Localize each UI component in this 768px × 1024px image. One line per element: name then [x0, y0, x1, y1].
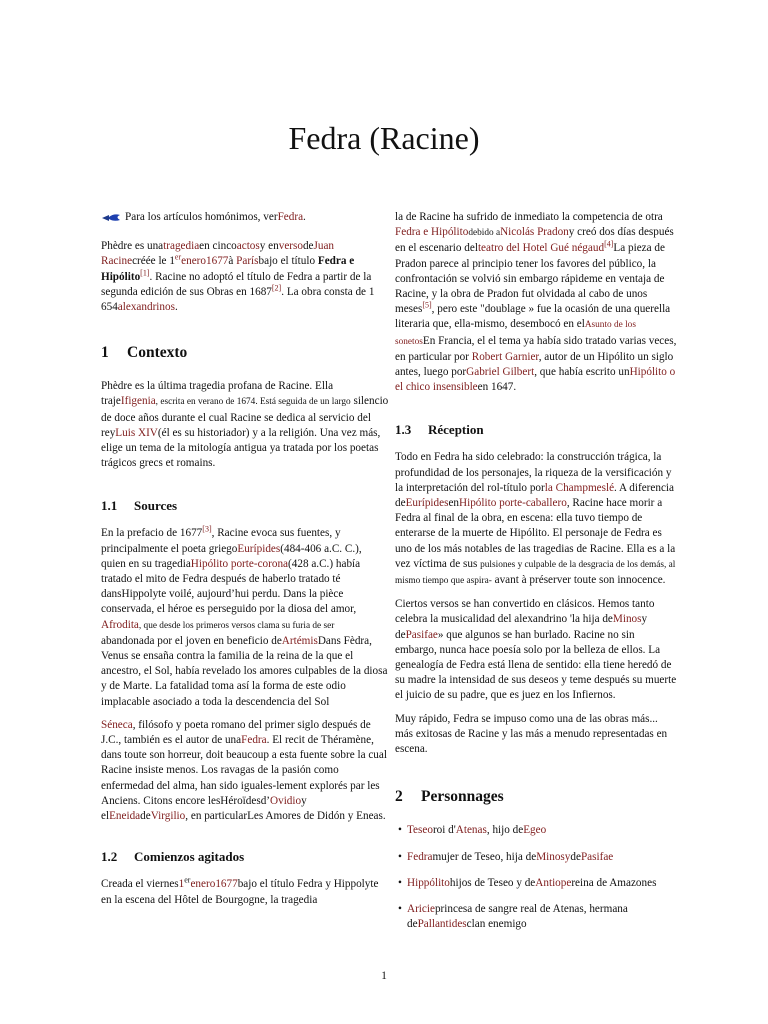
ref-5[interactable]: [5]	[422, 300, 432, 310]
link-char-name[interactable]: Hippólito	[407, 876, 450, 889]
link-euripides-2[interactable]: Eurípides	[405, 497, 449, 510]
ref-4[interactable]: [4]	[604, 239, 614, 249]
link-enero-1677[interactable]: enero	[190, 878, 216, 891]
link-eneida[interactable]: Eneida	[109, 810, 141, 823]
reception-paragraph-3: Muy rápido, Fedra se impuso como una de las obras más... más exitosas de Racine y las más a menudo representadas en escena.	[395, 712, 668, 756]
link-afrodita[interactable]: Afrodita	[101, 618, 139, 631]
link-char-name[interactable]: Fedra	[407, 850, 433, 863]
list-item: • Teseoroi d'Atenas, hijo deEgeo	[398, 824, 547, 837]
link-fedra-e-hipolito[interactable]: Fedra e Hipólito	[395, 226, 469, 239]
link-ovidio[interactable]: Ovidio	[270, 794, 302, 807]
list-item: • Aricieprincesa de sangre real de Atenas, hermana dePallantidesclan enemigo	[398, 902, 628, 931]
link-char-ref[interactable]: Atenas	[455, 824, 487, 837]
link-char-name[interactable]: Aricie	[407, 902, 435, 915]
link-asunto-sonetos[interactable]: Asunto de los sonetos	[395, 320, 636, 347]
link-char-ref2[interactable]: Egeo	[523, 824, 547, 837]
sources-paragraph-2: Séneca, filósofo y poeta romano del primer siglo después de J.C., también es el autor de unaFedra. El recit de Théramène, dans toute son horreur, doit beaucoup a esta fuente sobre la cual Racine insiste menos. Los ravagas de la pasión como enfermedad del alma, han sido iguales-lement explorés par les Anciens. Citons encore lesHéroïdesd’Ovidioy elEneidadeVirgilio, en particularLes Amores de Didón y Eneas.	[101, 718, 387, 823]
link-teatro-hotel-guenegaud[interactable]: teatro del Hotel Gué négaud	[477, 242, 605, 255]
link-tragedia[interactable]: tragedia	[163, 240, 200, 253]
link-1[interactable]: 1	[178, 878, 185, 891]
right-column	[395, 210, 677, 943]
link-enero[interactable]: enero	[181, 255, 206, 268]
left-column	[101, 210, 389, 916]
comienzos-continuation: la de Racine ha sufrido de inmediato la competencia de otra Fedra e Hipólitodebido aNicolás Pradony creó dos días después en el escenario delteatro del Hotel Gué négaud[4]La pieza de Pradon parece al principio tener los favores del público, la confrontación se volvió sin embargo rápideme en ventaja de Racine, y la obra de Pradon fut olvidada al cabo de unos meses[5], pero este "doublage » fue la ocasión de una querella literaria que, ella-mismo, desembocó en elAsunto de los sonetosEn Francia, el el tema ya había sido tratado varias veces, en particular por Robert Garnier, autor de un Hipólito un siglo antes, luego porGabriel Gilbert, que había escrito unHipólito o el chico insensibleen 1647.	[395, 211, 677, 394]
reception-paragraph-2: Ciertos versos se han convertido en clásicos. Hemos tanto celebra la musicalidad del alexandrino 'la hija deMinosy dePasifae» que algunos se han burlado. Racine no sin embargo, nunca hace poesía solo por la belleza de ellos. La genealogía de Fedra está llena de sentido: ella tiene heredó de su madre la intensidad de sus deseos y teme después su muerte el juicio de su padre, que es juez en los Infiernos.	[395, 598, 677, 702]
link-robert-garnier[interactable]: Robert Garnier	[471, 350, 539, 363]
ref-1[interactable]: [1]	[140, 267, 150, 277]
page-title: Fedra (Racine)	[288, 120, 480, 156]
section-heading-comienzos: 1.2 Comienzos agitados	[101, 849, 245, 865]
link-er[interactable]: er	[174, 252, 182, 262]
link-alexandrinos[interactable]: alexandrinos	[117, 301, 175, 314]
hatnote-text: Para los artículos homónimos, ver	[125, 211, 278, 223]
link-char-ref[interactable]: Antiope	[535, 876, 572, 889]
ref-2[interactable]: [2]	[271, 283, 282, 293]
link-fedra[interactable]: Fedra	[241, 734, 267, 747]
link-hipolito-chico-insensible[interactable]: Hipólito o el chico insensible	[395, 366, 676, 394]
link-1677[interactable]: 1677	[206, 255, 229, 268]
comienzos-paragraph: Creada el viernes1erenero1677bajo el título Fedra y Hippolyte en la escena del Hôtel de Bourgogne, la tragedia	[101, 875, 379, 906]
section-heading-contexto: 1 Contexto	[101, 344, 188, 362]
link-year-1677[interactable]: 1677	[215, 878, 238, 891]
disambiguation-icon	[101, 212, 121, 224]
link-seneca[interactable]: Séneca	[101, 718, 133, 731]
list-item: • Hippólitohijos de Teseo y deAntiopereina de Amazones	[398, 876, 657, 889]
link-hipolito-porte-caballero[interactable]: Hipólito porte-caballero	[459, 497, 567, 510]
link-char-ref2[interactable]: Pasifae	[580, 850, 614, 863]
link-actos[interactable]: actos	[236, 240, 260, 253]
reception-paragraph-1: Todo en Fedra ha sido celebrado: la construcción trágica, la profundidad de los personajes, la riqueza de la versificación y la interpretación del rol-título porla Champmeslé. A diferencia deEurípidesenHipólito porte-caballero, Racine hace morir a Fedra al final de la obra, en escena: ella tuvo tiempo de enterarse de la muerte de Hipólito. El personaje de Fedra es uno de los más notables de las tragedias de Racine. Ella es a la vez víctima de sus pulsiones y culpable de la desgracia de los demás, al mismo tiempo que aspira- avant à préserver toute son innocence.	[395, 451, 676, 587]
link-hipolito-porte-corona[interactable]: Hipólito porte-corona	[190, 557, 289, 570]
hatnote-link[interactable]: Fedra	[277, 211, 304, 223]
page-number: 1	[381, 970, 387, 982]
link-nicolas-pradon[interactable]: Nicolás Pradon	[500, 226, 569, 239]
link-minos[interactable]: Minos	[612, 613, 642, 626]
intro-paragraph: Phèdre es unatragediaen cincoactosy enversodeJuan Racinecréée le 1erenero1677à Parísbajo el título Fedra e Hipólito[1]. Racine no adoptó el título de Fedra a partir de la segunda edición de sus Obras en 1687[2]. La obra consta de 1 654alexandrinos.	[101, 240, 375, 314]
link-juan-racine[interactable]: Juan Racine	[101, 240, 335, 268]
hatnote: Para los artículos homónimos, verFedra.	[101, 210, 389, 225]
link-gabriel-gilbert[interactable]: Gabriel Gilbert	[466, 366, 535, 379]
link-luis-xiv[interactable]: Luis XIV	[115, 426, 158, 439]
contexto-paragraph: Phèdre es la última tragedia profana de Racine. Ella trajeIfigenia, escrita en verano de 1674. Está seguida de un largo silencio de doce años durante el cual Racine se dedica al servicio del reyLuis XIV(él es su historiador) y a la religión. Una vez más, elige un tema de la mitología antigua ya tratada por los poetas trágicos grecs et romains.	[101, 380, 389, 470]
alt-title: Fedra e Hipólito	[101, 255, 355, 283]
section-heading-personnages: 2 Personnages	[395, 788, 504, 806]
link-char-ref[interactable]: Minosy	[536, 850, 571, 863]
list-item: • Fedramujer de Teseo, hija deMinosydePasifae	[398, 850, 614, 863]
link-artemis[interactable]: Artémis	[281, 634, 318, 647]
section-heading-reception: 1.3 Réception	[395, 422, 484, 438]
link-char-name[interactable]: Teseo	[407, 824, 433, 837]
link-ifigenia[interactable]: Ifigenia	[120, 395, 156, 408]
characters-list	[395, 823, 677, 932]
link-verso[interactable]: verso	[278, 240, 303, 253]
link-pasifae[interactable]: Pasifae	[405, 628, 438, 641]
link-la-champmesle[interactable]: la Champmeslé	[544, 481, 615, 494]
link-virgilio[interactable]: Virgilio	[150, 810, 186, 823]
sources-paragraph-1: En la prefacio de 1677[3], Racine evoca sus fuentes, y principalmente el poeta griegoEurípides(484-406 a.C. C.), quien en su tragediaHipólito porte-corona(428 a.C.) había tratado el mito de Fedra después de haberlo tratado té dansHippolyte voilé, aujourd’hui perdu. Dans la pièce conservada, el héroe es perseguido por la diosa del amor, Afrodita, que desde los primeros versos clama su furia de ser abandonada por el joven en beneficio deArtémisDans Fèdra, Venus se ensaña contra la familia de la reina de la que el ancestro, el Sol, había revelado los amores culpables de la diosa y de Marte. La fatalidad toma así la forma de este odio implacable asociado a toda la descendencia del Sol	[101, 524, 388, 708]
section-heading-sources: 1.1 Sources	[101, 498, 178, 514]
ref-3[interactable]: [3]	[202, 524, 212, 534]
link-euripides[interactable]: Eurípides	[237, 542, 281, 555]
link-paris[interactable]: París	[236, 255, 259, 268]
link-char-ref[interactable]: Pallantides	[417, 918, 467, 931]
